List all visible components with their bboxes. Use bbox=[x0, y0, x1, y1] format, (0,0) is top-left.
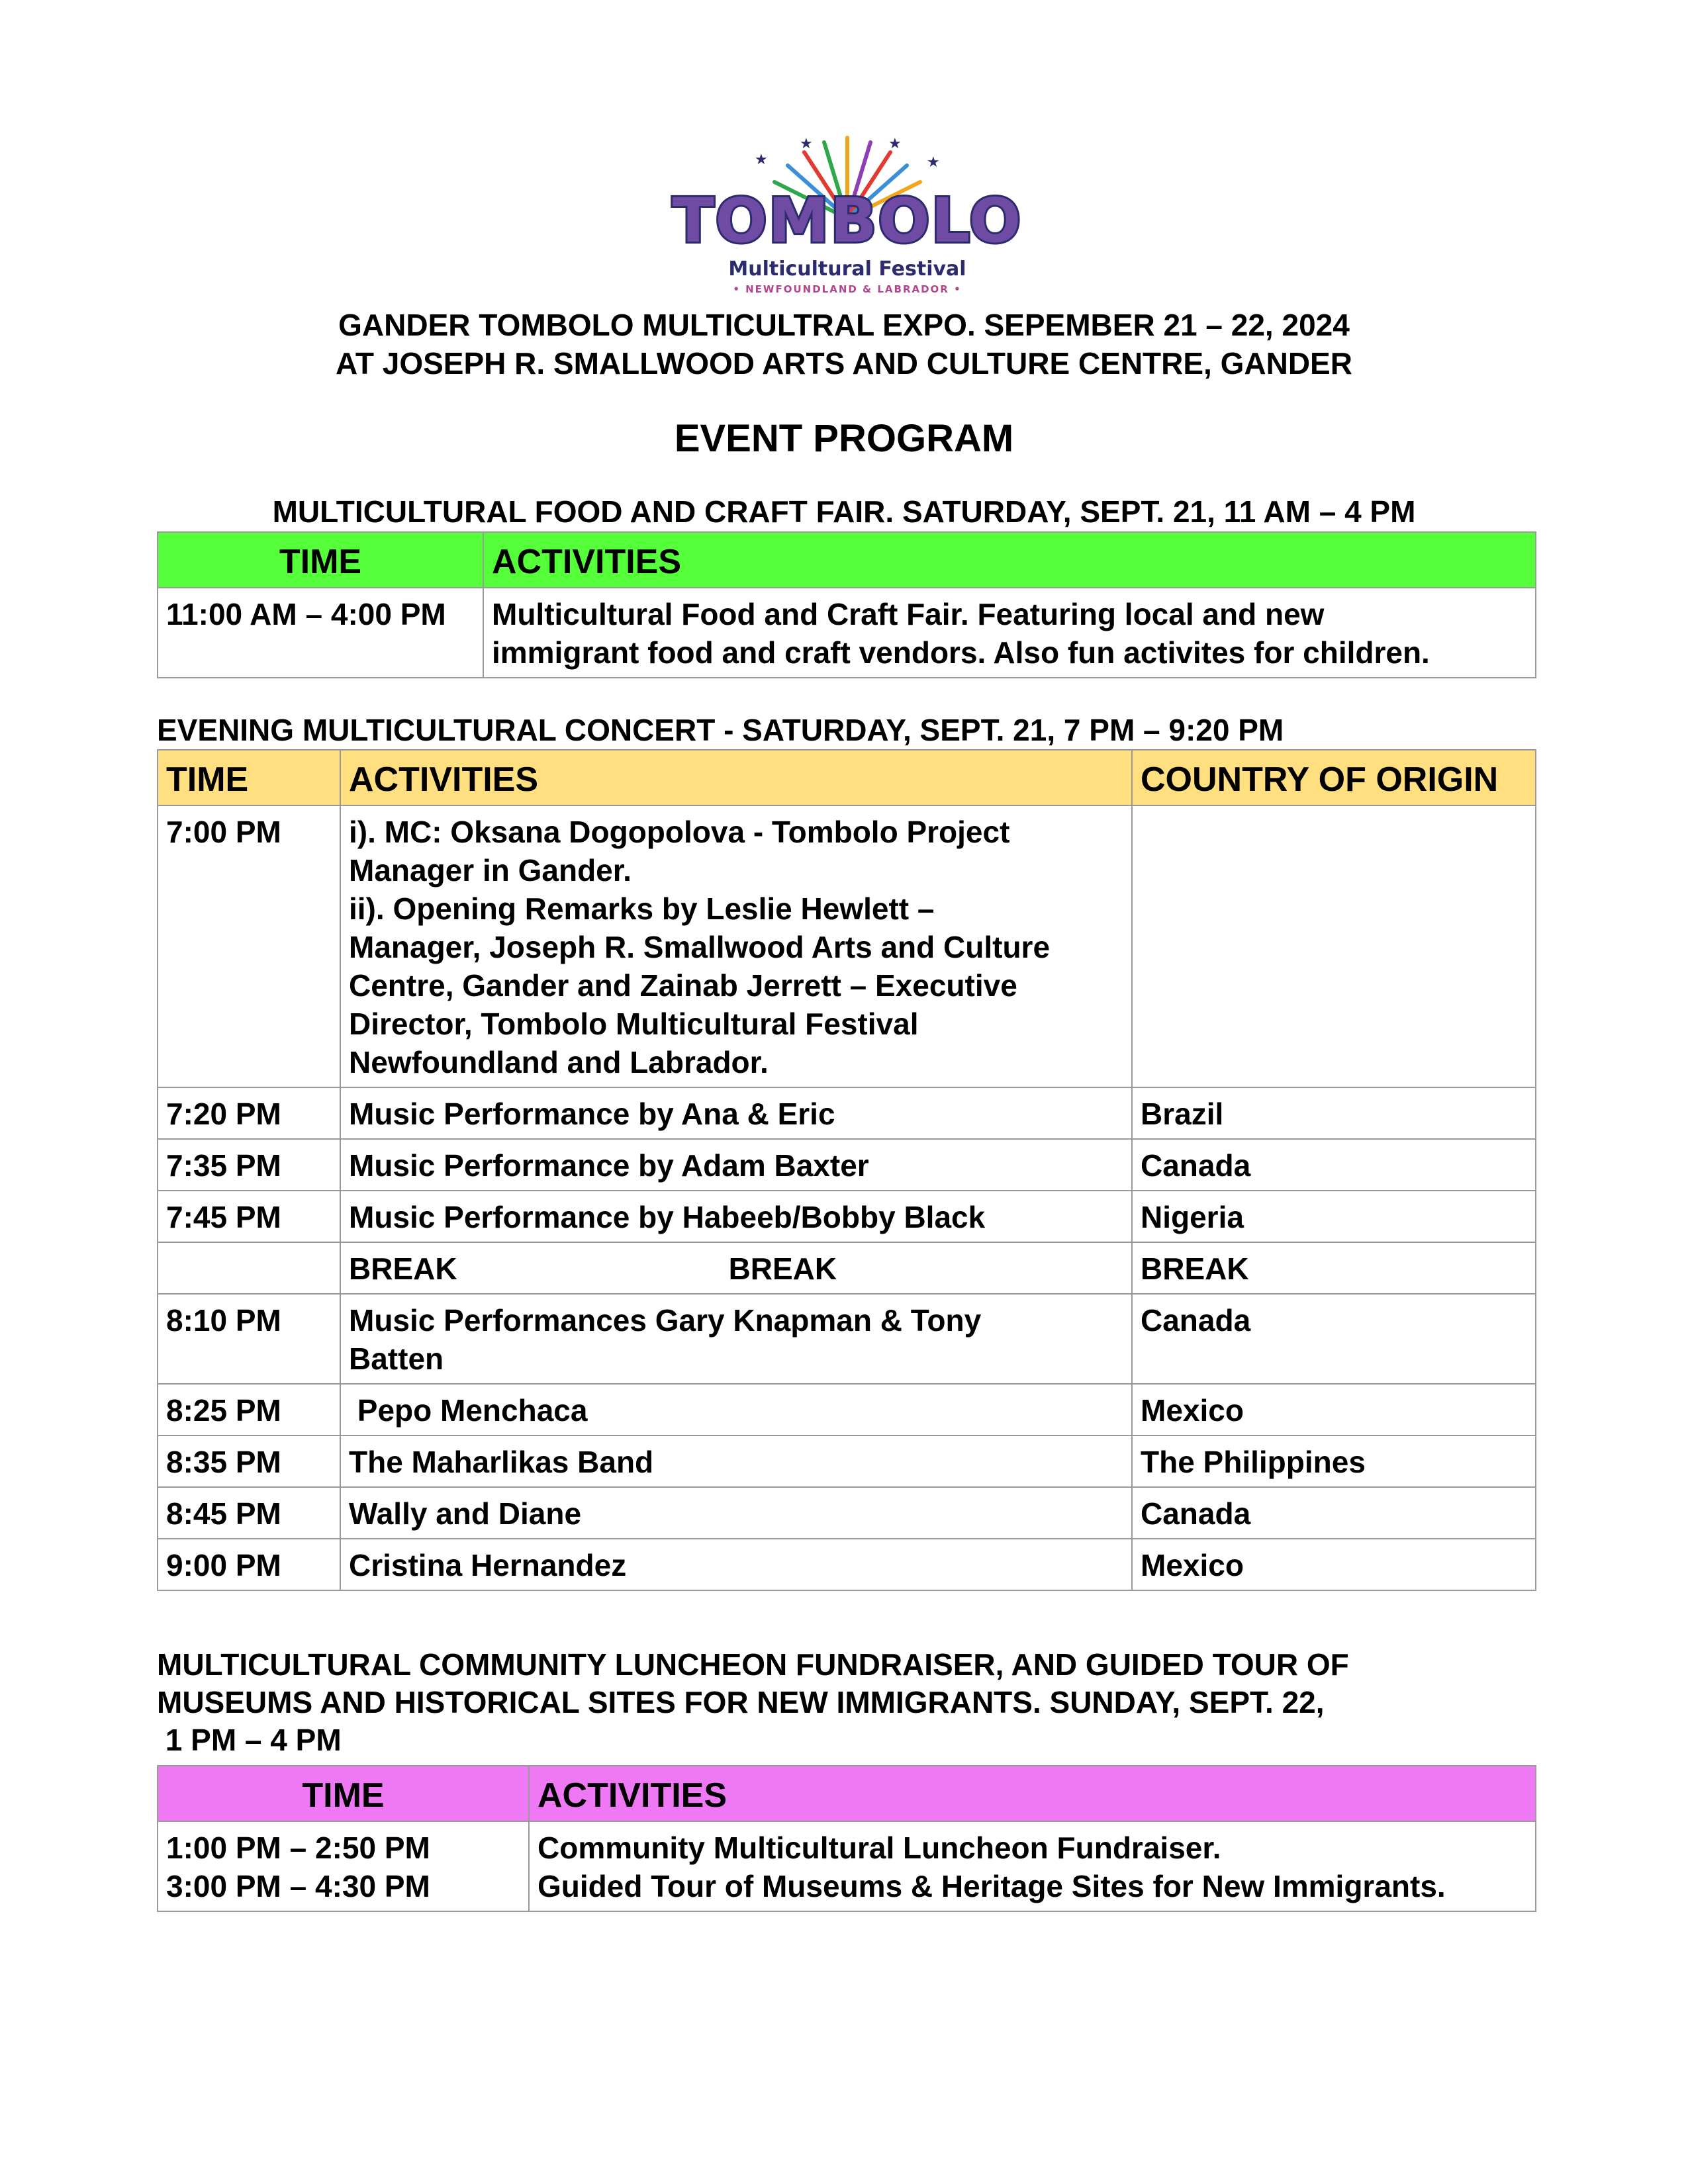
time-cell bbox=[158, 1242, 340, 1294]
time-cell: 7:45 PM bbox=[158, 1191, 340, 1242]
activity-cell: Multicultural Food and Craft Fair. Featuring local and new immigrant food and craft vendors. Also fun activites for children. bbox=[483, 588, 1536, 678]
break-row bbox=[158, 1242, 1536, 1294]
activity-cell: Music Performances Gary Knapman & Tony Batten bbox=[340, 1294, 1132, 1384]
time-cell: 8:10 PM bbox=[158, 1294, 340, 1384]
time-cell: 1:00 PM – 2:50 PM 3:00 PM – 4:30 PM bbox=[158, 1821, 529, 1911]
food-fair-table bbox=[157, 531, 1536, 678]
activity-cell: Wally and Diane bbox=[340, 1487, 1132, 1539]
activity-cell: BREAK BREAK bbox=[340, 1242, 1132, 1294]
activity-cell: Music Performance by Habeeb/Bobby Black bbox=[340, 1191, 1132, 1242]
tombolo-logo bbox=[655, 126, 1039, 298]
col-header-activities: ACTIVITIES bbox=[340, 750, 1132, 805]
col-header-activities: ACTIVITIES bbox=[529, 1766, 1536, 1821]
time-cell: 9:00 PM bbox=[158, 1539, 340, 1590]
col-header-time: TIME bbox=[158, 532, 483, 588]
table-header-row bbox=[158, 1766, 1536, 1821]
table-row bbox=[158, 1821, 1536, 1911]
time-cell: 7:00 PM bbox=[158, 805, 340, 1087]
country-cell: Canada bbox=[1132, 1294, 1536, 1384]
concert-table bbox=[157, 749, 1536, 1591]
svg-text:★: ★ bbox=[755, 152, 768, 168]
activity-cell: Music Performance by Ana & Eric bbox=[340, 1087, 1132, 1139]
country-cell: The Philippines bbox=[1132, 1435, 1536, 1487]
activity-cell: Music Performance by Adam Baxter bbox=[340, 1139, 1132, 1191]
country-cell: Nigeria bbox=[1132, 1191, 1536, 1242]
svg-text:★: ★ bbox=[800, 136, 813, 152]
luncheon-title: MULTICULTURAL COMMUNITY LUNCHEON FUNDRAISER, AND GUIDED TOUR OF MUSEUMS AND HISTORICAL SITES FOR NEW IMMIGRANTS. SUNDAY, SEPT. 22, 1 PM – 4 PM bbox=[157, 1647, 1349, 1757]
activity-cell: i). MC: Oksana Dogopolova - Tombolo Project Manager in Gander. ii). Opening Remarks by Leslie Hewlett – Manager, Joseph R. Smallwood Arts and Culture Centre, Gander and Zainab Jerrett – Executive Director, Tombolo Multicultural Festival Newfoundland and Labrador. bbox=[340, 805, 1132, 1087]
table-row bbox=[158, 1384, 1536, 1435]
time-cell: 8:25 PM bbox=[158, 1384, 340, 1435]
header-line-2: AT JOSEPH R. SMALLWOOD ARTS AND CULTURE CENTRE, GANDER bbox=[336, 346, 1352, 381]
table-row bbox=[158, 1487, 1536, 1539]
table-row bbox=[158, 805, 1536, 1087]
table-row bbox=[158, 1435, 1536, 1487]
time-cell: 8:45 PM bbox=[158, 1487, 340, 1539]
activity-cell: Cristina Hernandez bbox=[340, 1539, 1132, 1590]
col-header-country: COUNTRY OF ORIGIN bbox=[1132, 750, 1536, 805]
document-header bbox=[0, 306, 1688, 383]
table-row bbox=[158, 1539, 1536, 1590]
activity-cell: Pepo Menchaca bbox=[340, 1384, 1132, 1435]
svg-text:TOMBOLO: TOMBOLO bbox=[672, 185, 1023, 256]
luncheon-table bbox=[157, 1765, 1536, 1912]
country-cell: Mexico bbox=[1132, 1384, 1536, 1435]
svg-text:★: ★ bbox=[888, 136, 902, 152]
col-header-activities: ACTIVITIES bbox=[483, 532, 1536, 588]
country-cell: Canada bbox=[1132, 1139, 1536, 1191]
country-cell bbox=[1132, 805, 1536, 1087]
table-row bbox=[158, 588, 1536, 678]
table-header-row bbox=[158, 750, 1536, 805]
time-cell: 11:00 AM – 4:00 PM bbox=[158, 588, 483, 678]
country-cell: Brazil bbox=[1132, 1087, 1536, 1139]
program-title: EVENT PROGRAM bbox=[674, 417, 1014, 460]
country-cell: Canada bbox=[1132, 1487, 1536, 1539]
country-cell: BREAK bbox=[1132, 1242, 1536, 1294]
col-header-time: TIME bbox=[158, 750, 340, 805]
svg-text:Multicultural Festival: Multicultural Festival bbox=[728, 257, 966, 281]
country-cell: Mexico bbox=[1132, 1539, 1536, 1590]
activity-cell: Community Multicultural Luncheon Fundraiser. Guided Tour of Museums & Heritage Sites for New Immigrants. bbox=[529, 1821, 1536, 1911]
time-cell: 7:20 PM bbox=[158, 1087, 340, 1139]
food-fair-title: MULTICULTURAL FOOD AND CRAFT FAIR. SATURDAY, SEPT. 21, 11 AM – 4 PM bbox=[272, 494, 1416, 529]
svg-text:• NEWFOUNDLAND & LABRADOR •: • NEWFOUNDLAND & LABRADOR • bbox=[733, 283, 962, 295]
table-row bbox=[158, 1294, 1536, 1384]
header-line-1: GANDER TOMBOLO MULTICULTRAL EXPO. SEPEMBER 21 – 22, 2024 bbox=[338, 308, 1350, 342]
table-row bbox=[158, 1139, 1536, 1191]
svg-text:★: ★ bbox=[927, 154, 940, 171]
time-cell: 8:35 PM bbox=[158, 1435, 340, 1487]
table-row bbox=[158, 1191, 1536, 1242]
time-cell: 7:35 PM bbox=[158, 1139, 340, 1191]
concert-title: EVENING MULTICULTURAL CONCERT - SATURDAY, SEPT. 21, 7 PM – 9:20 PM bbox=[157, 713, 1284, 747]
table-header-row bbox=[158, 532, 1536, 588]
table-row bbox=[158, 1087, 1536, 1139]
activity-cell: The Maharlikas Band bbox=[340, 1435, 1132, 1487]
col-header-time: TIME bbox=[158, 1766, 529, 1821]
